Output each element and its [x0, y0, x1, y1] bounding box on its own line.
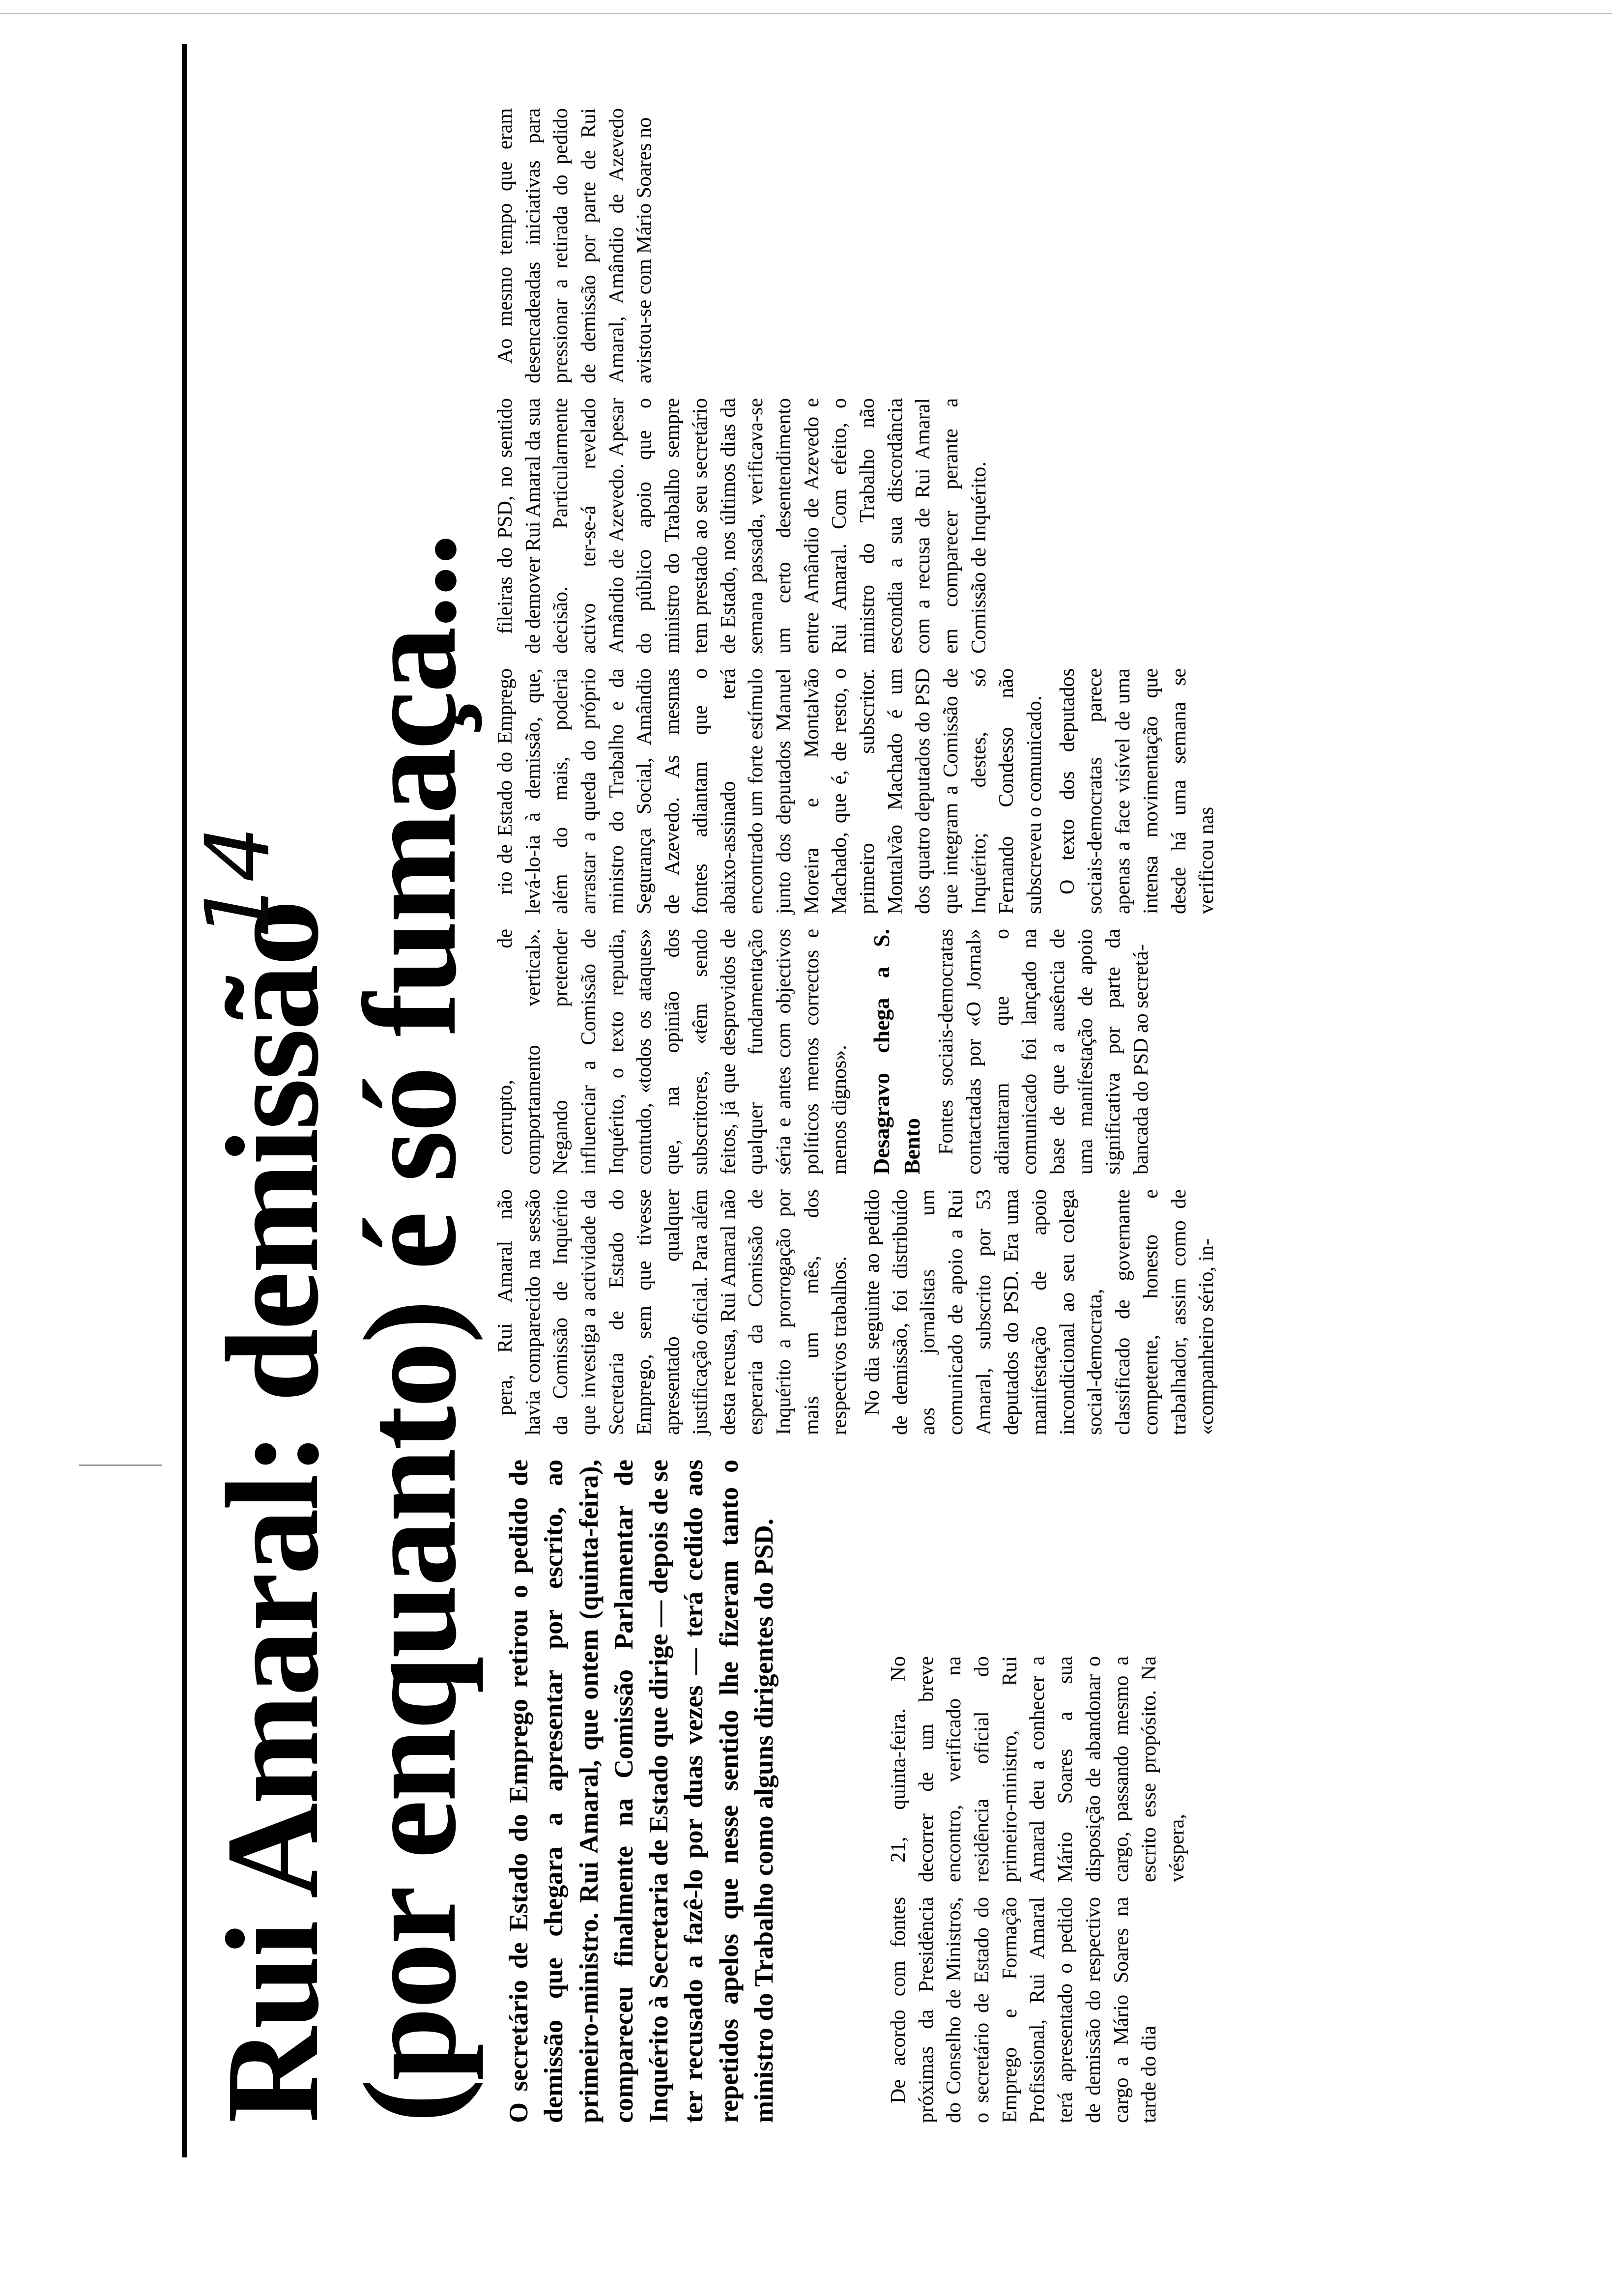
column-6 [491, 398, 998, 654]
column-7 [491, 108, 663, 383]
clipping-rotated-page [182, 44, 1218, 2157]
scan-edge-line-left [79, 1464, 162, 1466]
column-7-text: Ao mesmo tempo que eram desencadeadas iniciativas para pressionar a retirada do pedido de demissão por parte de Rui Amaral, Amândio de Azevedo avistou-se com Mário Soares no [494, 108, 656, 383]
column-3-text-a: pera, Rui Amaral não havia comparecido na sessão da Comissão de Inquérito que investiga a actividade da Secretaria de Estado do Emprego, sem que tivesse apresentado qualquer justificação oficial. Para além desta recusa, Rui Amaral não esperaria da Comissão de Inquérito a prorrogação por mais um mês, dos respectivos trabalhos. [494, 1189, 851, 1435]
column-3 [491, 1189, 1226, 1435]
column-5 [491, 668, 1226, 914]
newspaper-clipping [182, 44, 1218, 2157]
column-1-text: De acordo com fontes próximas da Presidência do Conselho de Ministros, o secretário de Estado do Emprego e Formação Profissional, Rui Amaral terá apresentado o pedido de demissão do respectivo cargo a Mário Soares na tarde do dia [887, 1897, 1161, 2123]
headline [199, 84, 484, 2123]
column-5-text: rio de Estado do Emprego levá-lo-ia à demissão, que, além do mais, poderia arrastar a queda do próprio ministro do Trabalho e da Segurança Social, Amândio de Azevedo. As mesmas fontes adiantam que o abaixo-assinado terá encontrado um forte estímulo junto dos deputados Manuel Moreira e Montalvão Machado, que é, de resto, o primeiro subscritor. Montalvão Machado é um dos quatro deputados do PSD que integram a Comissão de Inquérito; destes, só Fernando Condesso não subscreveu o comunicado. [494, 668, 1046, 914]
column-1 [885, 1897, 1168, 2123]
handwritten-annotation: 14 [187, 826, 289, 939]
column-5-text-b: O texto dos deputados sociais-democratas parece apenas a face visível de uma intensa movimentação que desde há uma semana se verificou nas [1056, 668, 1218, 914]
scan-edge-line-top [0, 13, 1612, 14]
column-4-text-a: corrupto, de comportamento vertical». Negando pretender influenciar a Comissão de Inquérito, o texto repudia, contudo, «todos os ataques» que, na opinião dos subscritores, «têm sendo feitos, já que desprovidos de qualquer fundamentação séria e antes com objectivos políticos menos correctos e menos dignos». [494, 929, 851, 1175]
column-2 [885, 1656, 1196, 1882]
column-3-text-b: No dia seguinte ao pedido de demissão, foi distribuído aos jornalistas um comunicado de apoio a Rui Amaral, subscrito por 53 deputados do PSD. Era uma manifestação de apoio incondicional ao seu colega social-democrata, classificado de governante competente, honesto e trabalhador, assim como de «companheiro sério, in- [861, 1189, 1218, 1435]
column-6-text: fileiras do PSD, no sentido de demover Rui Amaral da sua decisão. Particularmente activo ter-se-á revelado Amândio de Azevedo. Apesar do público apoio que o ministro do Trabalho sempre tem prestado ao seu secretário de Estado, nos últimos dias da semana passada, verificava-se um certo desentendimento entre Amândio de Azevedo e Rui Amaral. Com efeito, o ministro do Trabalho não escondia a sua discordância com a recusa de Rui Amaral em comparecer perante a Comissão de Inquérito. [494, 398, 990, 654]
headline-line-2: (por enquanto) é só fumaça... [337, 535, 484, 2123]
headline-line-1: Rui Amaral: demissão [199, 902, 346, 2123]
column-2-text: 21, quinta-feira. No decorrer de um breve encontro, verificado na residência oficial do primeiro-ministro, Rui Amaral deu a conhecer a Mário Soares a sua disposição de abandonar o cargo, passando mesmo a escrito esse propósito. Na véspera, [887, 1656, 1188, 1882]
column-4 [491, 929, 1160, 1175]
section-subhead: Desagravo chega a S. Bento [868, 929, 925, 1175]
column-4-text-b: Fontes sociais-democratas contactadas por «O Jornal» adiantaram que o comunicado foi lançado na base de que a ausência de uma manifestação de apoio significativa por parte da bancada do PSD ao secretá- [935, 929, 1152, 1175]
lead-paragraph: O secretário de Estado do Emprego retirou o pedido de demissão que chegara a apresentar por escrito, ao primeiro-ministro. Rui Amaral, que ontem (quinta-feira), compareceu finalmente na Comissão Parlamentar de Inquérito à Secretaria de Estado que dirige — depois de se ter recusado a fazê-lo por duas vezes — terá cedido aos repetidos apelos que nesse sentido lhe fizeram tanto o ministro do Trabalho como alguns dirigentes do PSD. [504, 1460, 778, 2123]
